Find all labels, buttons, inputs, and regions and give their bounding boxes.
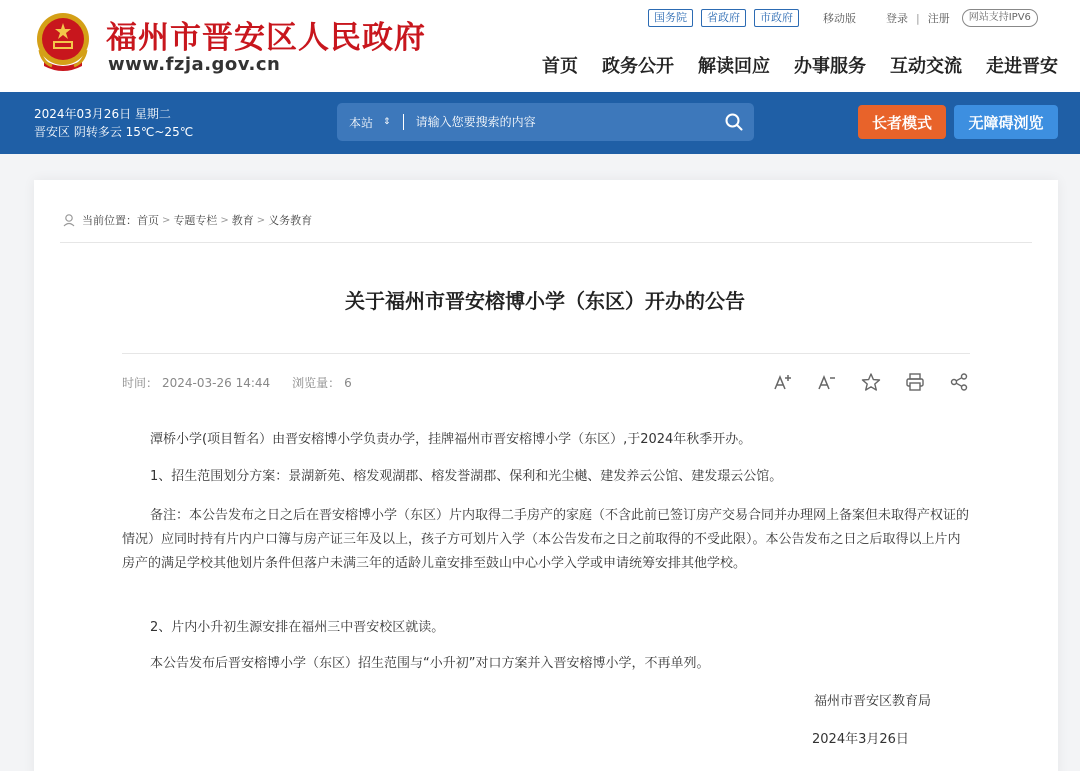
breadcrumb xyxy=(62,212,312,228)
print-button[interactable] xyxy=(904,371,926,393)
title-divider xyxy=(122,353,970,354)
ipv6-badge: 网站支持IPV6 xyxy=(962,9,1038,27)
article-paragraph: 1、招生范围划分方案：景湖新苑、榕发观湖郡、榕发誉湖郡、保利和光尘樾、建发养云公馆、建发璟云公馆。 xyxy=(150,469,783,484)
main-nav xyxy=(518,52,1058,78)
breadcrumb-label: 当前位置： xyxy=(82,214,137,227)
print-icon xyxy=(905,372,925,392)
elder-mode-button[interactable]: 长者模式 xyxy=(858,105,946,139)
star-icon xyxy=(861,372,881,392)
breadcrumb-education[interactable]: 教育 xyxy=(231,214,254,227)
link-city-gov[interactable]: 市政府 xyxy=(754,9,799,27)
font-increase-icon xyxy=(773,373,793,391)
views-label: 浏览量： xyxy=(292,376,341,390)
login-divider: | xyxy=(916,11,920,25)
search-icon xyxy=(725,113,743,131)
font-decrease-button[interactable] xyxy=(816,371,838,393)
search-divider xyxy=(403,114,404,130)
breadcrumb-separator: > xyxy=(162,214,171,226)
top-links xyxy=(648,8,1038,28)
date-line: 2024年03月26日 星期二 xyxy=(34,107,171,121)
search-input[interactable] xyxy=(416,115,714,129)
article-title: 关于福州市晋安榕博小学（东区）开办的公告 xyxy=(345,289,745,313)
article-tools xyxy=(772,371,970,393)
site-header xyxy=(0,0,1080,92)
article-paragraph: 潭桥小学(项目暂名）由晋安榕博小学负责办学，挂牌福州市晋安榕博小学（东区）,于2024年秋季开办。 xyxy=(150,432,752,447)
site-title[interactable]: 福州市晋安区人民政府 xyxy=(106,20,426,56)
article-meta xyxy=(122,374,356,391)
nav-interpretation[interactable]: 解读回应 xyxy=(698,56,770,77)
font-decrease-icon xyxy=(817,373,837,391)
search-scope-select[interactable]: 本站 xyxy=(349,115,374,130)
sign-date: 2024年3月26日 xyxy=(812,732,909,747)
signer: 福州市晋安区教育局 xyxy=(814,694,932,709)
article-paragraph: 备注：本公告发布之日之后在晋安榕博小学（东区）片内取得二手房产的家庭（不含此前已签订房产交易合同并办理网上备案但未取得产权证的情况）应同时持有片内户口簿与房产证三年及以上，孩子方可划片入学（本公告发布之日之前取得的不受此限）。本公告发布之日之后取得以上片内房产的满足学校其他划片条件但落户未满三年的适龄儿童安排至鼓山中心小学入学或申请统筹安排其他学校。 xyxy=(122,508,970,571)
breadcrumb-compulsory-education[interactable]: 义务教育 xyxy=(268,214,313,227)
time-label: 时间： xyxy=(122,376,159,390)
breadcrumb-divider xyxy=(60,242,1032,243)
link-register[interactable]: 注册 xyxy=(927,12,950,25)
article-paragraph: 2、片内小升初生源安排在福州三中晋安校区就读。 xyxy=(150,620,445,635)
link-provincial-gov[interactable]: 省政府 xyxy=(701,9,746,27)
share-icon xyxy=(949,372,969,392)
national-emblem-icon[interactable] xyxy=(32,10,94,74)
nav-government-affairs[interactable]: 政务公开 xyxy=(602,56,674,77)
breadcrumb-separator: > xyxy=(256,214,266,226)
date-weather xyxy=(34,105,193,141)
breadcrumb-topics[interactable]: 专题专栏 xyxy=(173,214,218,227)
share-button[interactable] xyxy=(948,371,970,393)
favorite-button[interactable] xyxy=(860,371,882,393)
search-box xyxy=(337,103,754,141)
link-state-council[interactable]: 国务院 xyxy=(648,9,693,27)
time-value: 2024-03-26 14:44 xyxy=(162,376,271,390)
nav-interaction[interactable]: 互动交流 xyxy=(890,56,962,77)
link-mobile-version[interactable]: 移动版 xyxy=(823,12,856,25)
views-value: 6 xyxy=(344,376,352,390)
location-icon xyxy=(62,213,76,227)
link-login[interactable]: 登录 xyxy=(886,12,908,25)
weather-line: 晋安区 阴转多云 15℃~25℃ xyxy=(34,125,194,139)
accessible-browse-button[interactable]: 无障碍浏览 xyxy=(954,105,1058,139)
site-url: www.fzja.gov.cn xyxy=(108,54,281,75)
search-button[interactable] xyxy=(714,103,754,141)
nav-services[interactable]: 办事服务 xyxy=(794,56,866,77)
nav-home[interactable]: 首页 xyxy=(542,56,578,77)
utility-bar xyxy=(0,92,1080,154)
font-increase-button[interactable] xyxy=(772,371,794,393)
breadcrumb-separator: > xyxy=(220,214,229,226)
nav-about-jinan[interactable]: 走进晋安 xyxy=(986,56,1058,77)
article-paragraph: 本公告发布后晋安榕博小学（东区）招生范围与“小升初”对口方案并入晋安榕博小学，不再单列。 xyxy=(150,656,710,671)
breadcrumb-home[interactable]: 首页 xyxy=(137,214,159,227)
scope-arrows-icon[interactable]: ⇕ xyxy=(383,117,391,127)
